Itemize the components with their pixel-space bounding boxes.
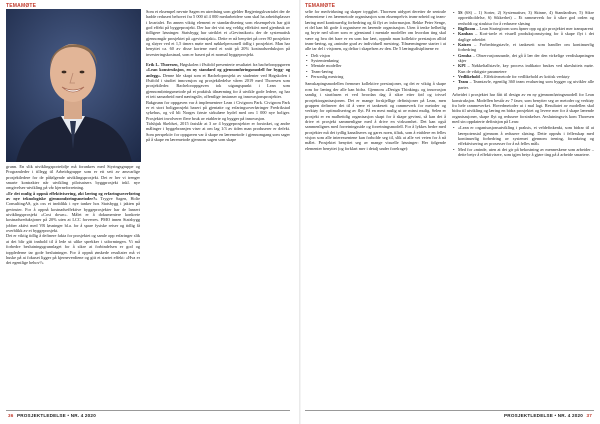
tool-desc: – Lean Strategirom som åpner opp og gir prosjektet mer transparent bbox=[475, 26, 593, 32]
tool-desc: – Effektivmetode for vedlikehold av kritisk verktøy bbox=[479, 74, 570, 80]
text-column-4 bbox=[452, 9, 594, 408]
magazine-name-right: PROSJEKTLEDELSE • NR. 4 2020 bbox=[504, 413, 583, 418]
speaker-name: Erik L. Thoresen, bbox=[146, 62, 179, 68]
page-gutter bbox=[299, 0, 301, 424]
footer-rule-left bbox=[6, 410, 290, 411]
tool-desc: – Teamtavle, egentlig 360 team evaluering som bygger og utvikler alle parter. bbox=[458, 79, 594, 90]
paragraph bbox=[6, 191, 140, 234]
tool-label: 5S bbox=[458, 10, 463, 15]
tool-label: KPI bbox=[458, 63, 466, 69]
footer-left bbox=[6, 413, 96, 418]
lean-tools-list bbox=[452, 10, 594, 90]
list-item: • Delt visjon bbox=[305, 53, 446, 58]
paragraph: selte for medvirkning og skaper trygghet. Thoresen utdypet deretter de sentrale elementene i en læremetode organisasjon som eksempelvis team-arbeid og team-læring med kontinuerlig forbedring og få flyt av informasjon. Rekke Peter Senge, et del kan bli gode å organisere en lærende organisasjon. Uten å tenke helhetlig og bryte ned siloer som er gjenstand i mentale modeller om hvordan ting skal være og hva det bare er en som har lært, oppnår man kollektiv prestasjon alltid team-læring, og «mindre grad av individuell mestring. Tilnærmingene starter i at alle tar del i visjonen, og deltar i skapelsen av den. De 5 læringsdisiplinene er: bbox=[305, 9, 446, 52]
tool-label: Kanban bbox=[458, 31, 473, 37]
tool-desc: – Forbedringstavle, et tankesett som handler om kontinuerlig forbedring bbox=[458, 42, 594, 53]
magazine-name-left: PROSJEKTLEDELSE • NR. 4 2020 bbox=[17, 413, 96, 418]
lead-quote: «Er det mulig å oppnå effektivisering, økt læring og erfaringsoverføring av nye teknologiske gjennomføringsmetoder?» bbox=[6, 190, 140, 202]
page-number-left: 36 bbox=[8, 413, 14, 418]
list-item bbox=[452, 79, 594, 90]
paragraph: Arbeidet i prosjektet har fått til design av en ny gjennomføringsmodell for Lean konstruksjon. Modellen består av 7 faser, som benytter seg av metoder og verktøy fra hele rammeverket. Hovedmetoder ut i mal lagt. Resultatet av modellen skal bidra til utvikling og læring en bidra prosjektet og levere mer for å skape lærende organisasjoner, skape flyt og redusere forsinkelser. Avslutningsvis kom Thoresen med sin oppdaterte definisjon på Lean: bbox=[452, 92, 594, 124]
paragraph: Bakgrunn for oppgaven var å implementere Lean i Civigrom Park. Civigrom Park er et stort boligprosjekt basert på gjentatte og erfaringsoverføringer Fredrikstad sykehus, og vil bli Norges første sirkulære bydel med om 1 000 nye boliger. Prosjektet involverer flere bruk av etablerte og bygger på innovasjon. bbox=[146, 99, 290, 121]
tool-label: Team bbox=[458, 79, 469, 85]
section-tag-left: TEMAMØTE bbox=[6, 3, 37, 9]
list-item bbox=[452, 31, 594, 42]
tool-desc: – Kort-tavle et visuell produksjonsstyring for å skape flyt i det daglige arbeidet bbox=[458, 31, 594, 42]
list-item: • Personlig mestring bbox=[305, 74, 446, 79]
paragraph-text: Høgskolen i Østfold presenterte resultatet fra bacheloroppgaven bbox=[178, 62, 290, 68]
footer-rule-right bbox=[305, 410, 594, 411]
tool-desc: – Nøkkeltallstavle, key process indikator brukes ved ukesluttets møte. Kun de viktigste parametere bbox=[458, 63, 594, 74]
thesis-title: «Lean konstruksjon, en ny standard og gjennomføringsmodell for bygg- og anlegg». bbox=[146, 67, 290, 78]
lean-definition-quote: • «Lean er organisasjonsutvikling i praksis, et veldefinkenkt, som bidrar til at lærepotensial gjennom å redusere sløsing. Dette oppnås i fellesskap med kontinuerlig forbedring av systemet gjennom trening, forankring og effektivisering av prosesser for å nå felles mål» bbox=[452, 125, 594, 146]
footer-right bbox=[504, 413, 594, 418]
paragraph-text: Denne ble skapt som et Bacheloprosjekt av studenter ved Høgskolen i Østfold i studiet innovasjon og prosjektledelse våren 2019 med Thoresen som prosjektleder. Bacheloroppgaven tok utgangspunkt i Lean som gjennomføringsmetode på et praktisk tilnærming for å utvikle gode ledere, og har et tett samarbeid med næringsliv, offentlige instanser og innovasjonsprosjekter. bbox=[146, 72, 290, 100]
section-tag-right: TEMAMØTE bbox=[305, 3, 336, 9]
text-column-1 bbox=[6, 164, 140, 408]
paragraph-text: Trygve Sagen, Holte ConsultingAS, gis oss et innblikk i nye tanker hos Statsbygg i jakten på gevinster. For å oppnå kostnadseffektive byggeprosjekter har de lansert utviklingsprosjekt «Cost down». Målet er å dokumentere konkrete kostnadsreduksjoner på 20% uten at LCC forverres. PMO innen Statsbygg jobber aktivt med VR løsninger bl.a. for å spare fysiske reiser og tidlig få overblikk av et byggeprosjekt. bbox=[6, 196, 140, 234]
list-item: • Med for «minde, uten at det gir på bekostning av menneskene som arbeider – dette betyr å effektivisere, som igjen betyr å gjøre ting på å arbeide smartere. bbox=[452, 147, 594, 158]
page-number-right: 37 bbox=[586, 413, 592, 418]
list-item bbox=[452, 53, 594, 64]
list-item bbox=[452, 42, 594, 53]
paragraph: Samskapingsmodellen fremmer kollektive prestasjoner, og det er viktig å skape rom for læring der alle kan bidra. Gjennom «Design Thinking» og innovasjon samlig i startfasen et ved hvordan dag å sikre etter fød og trivsel prosjektorganisasjonen. Det er mange forskjellige definisjoner på Lean, men gruppen definerer det til å være et tankesett og rammeverk for metoder og verktøy for optimalisering av flyt. På en mest mulig ut av minst mulig. Selen er prosjekt er en malbettdig organisasjon skapt for å skape gevinst, så kan det å drive et prosjekt sammenligne med å drive en virksomhet. Det kan også sammenlignes med forretningsside og forretningsmodell. For å lykkes bedre med prosjekter må det tydlig kanaliseres og gares noen, tiltak, som å etablere en felles visjon som alle interessentene kan forholde seg til, slik at alle vet veien for å nå målet. Prosjektet benyttet seg av mange visuelle løsninger: Her følgende elementer benyttet (og forklart mer i detalj under forelrage): bbox=[305, 81, 446, 151]
list-item: • Mentale modeller bbox=[305, 63, 446, 68]
tool-label: Kaizen bbox=[458, 42, 471, 48]
text-column-2 bbox=[146, 9, 290, 408]
text-column-3 bbox=[305, 9, 446, 408]
quote-list bbox=[452, 125, 594, 157]
list-item bbox=[452, 63, 594, 74]
list-item: • Team-læring bbox=[305, 69, 446, 74]
list-item: • Systemtenkning bbox=[305, 58, 446, 63]
paragraph: Det er viktig tidlig å definere fakta for prosjektet og samle opp erfaringer slik at det blir gitt innhold til å lede ut ulike sprekker i utformingen. Vi må forbedre beslutningsgrunnlaget for å sikre at forbindelsen er god og topplederne tar gode beslutninger. For å oppnå ønskede resultater må vi huske på at fokuset ligger på kjerneverdiene og gitt et startet effekt: «Hva er det egentlige behov?» bbox=[6, 233, 140, 266]
tool-label: Gemba bbox=[458, 52, 472, 58]
disciplines-list bbox=[305, 53, 446, 80]
tool-label: Vedlikehold bbox=[458, 74, 480, 80]
paragraph bbox=[146, 62, 290, 99]
paragraph: Som et eksempel nevnte Sagen en utredning som gjelder Regjeringskvartalet der de hadde redusert behovet fra 5 000 til 4 000 medarbeidere som skal ha arbeidsplasser i kvartalet. En annen viktig element er standardisering som eksempelvis har gitt god effekt på byggeprosjekt. Der har det vist seg veldig effektivt med gjenbruk av tidligere løsninger. Statsbygg har utviklet et «Gevinstkort» der de systematisk gjennomgår prosjektet på «gevinstsjakt». Dette er nå benyttet på over 80 prosjekter og sløyer ved et 1,5 timers møte med nøkkelpersonell tidlig i prosjektet. Man har benyttet ca. 60 av disse kortene med et snitt på 20% kostnadsreduksjon på investeringskostnad, som er basert på et normal byggeprosjekt. bbox=[146, 9, 290, 57]
tool-desc: (6S) – 1) Sorter, 2) Systematiser, 3) Skinne, 4) Standardiser, 5) Sikre opprettholdelse, 6) Sikkerhet) – Et rammeverk for å sikre god orden og renholdt og struktur for å redusere sløsing bbox=[458, 10, 594, 26]
paragraph: Tidshjuk Skeldsei, 2015 fastslår at 3 av 4 byggeprosjekter er forsinket, og andre målinger i byggebransjen viser at om lag 1/3 av tiden man produserer er defekt. Som perspektiv for oppgaven var å skape en læremetode i gjennomgang som sager på å skape en læremetode gjennom sagen som skape bbox=[146, 120, 290, 142]
portrait-icon bbox=[6, 9, 141, 162]
tool-label: BigRoom bbox=[458, 26, 476, 32]
list-item bbox=[452, 10, 594, 26]
paragraph: grunn. En slik utviklingsportefølje må forankres med Styringsgruppe og Programleder i tillegg til Arbeidsgruppe som er ett sett av ansvarlige prosjektledere for de påfølgende utviklingsprosjekt. Det er her vi trenger smarte kontrakter når utvikling pilotsatsers byggprosjekt inkl. nye omgivelses-utvikling på vår kjerneforretning. bbox=[6, 164, 140, 191]
tool-desc: – Observasjonsrunde, det gå å lær der den virkelige verdiskapningen skjer bbox=[458, 52, 594, 64]
portrait-photo bbox=[6, 9, 141, 162]
